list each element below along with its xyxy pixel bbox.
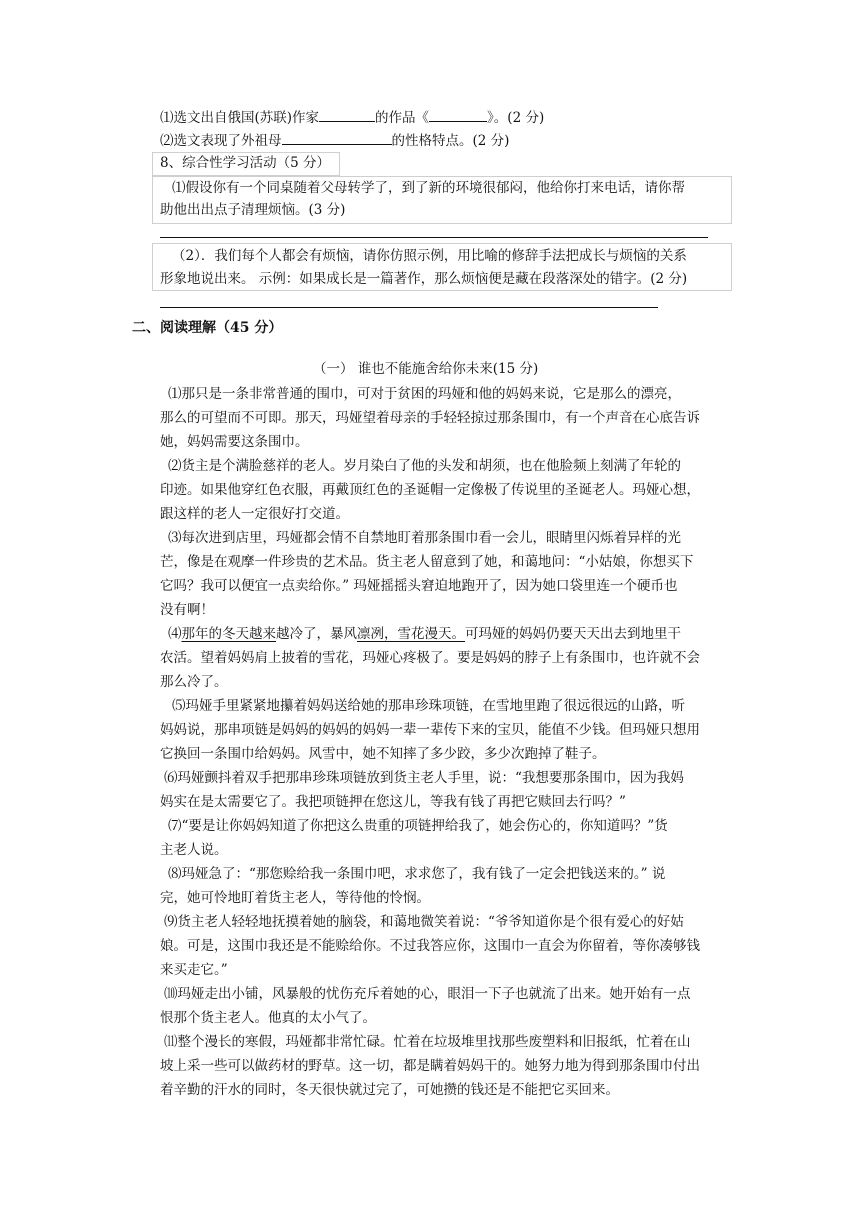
p3-line2: 芒，像是在观摩一件珍贵的艺术品。货主老人留意到了她，和蔼地问：“小姑娘，你想买下 (160, 554, 694, 570)
p1-line2: 那么的可望而不可即。那天，玛娅望着母亲的手轻轻掠过那条围巾，有一个声音在心底告诉 (160, 410, 700, 426)
p7-line2: 主老人说。 (160, 842, 228, 858)
p1-line3: 她，妈妈需要这条围巾。 (160, 434, 309, 450)
p11-line2: 坡上采一些可以做药材的野草。这一切，都是瞒着妈妈干的。她努力地为得到那条围巾付出 (160, 1058, 700, 1074)
p2-line1: ⑵货主是个满脸慈祥的老人。岁月染白了他的头发和胡须，也在他脸频上刻满了年轮的 (168, 458, 681, 474)
q7-item1-text-c: 》。(2 分) (487, 110, 545, 126)
p3-line3: 它吗？我可以便宜一点卖给你。” 玛娅摇摇头窘迫地跑开了，因为她口袋里连一个硬币也 (160, 578, 678, 594)
p1-line1: ⑴那只是一条非常普通的围巾，可对于贫困的玛娅和他的妈妈来说，它是那么的漂亮， (168, 386, 681, 402)
p11-line3: 着辛勤的汗水的同时，冬天很快就过完了，可她攒的钱还是不能把它买回来。 (160, 1082, 619, 1098)
p2-line2: 印迹。如果他穿红色衣服，再戴顶红色的圣诞帽一定像极了传说里的圣诞老人。玛娅心想， (160, 482, 700, 498)
answer-blank-character[interactable] (282, 130, 392, 145)
q8-part1-line1: ⑴假设你有一个同桌随着父母转学了，到了新的环境很郁闷，他给你打来电话，请你帮 (172, 180, 685, 196)
q7-item2-text-b: 的性格特点。(2 分) (391, 133, 510, 149)
q7-item1 (160, 107, 544, 129)
p8-line2: 完，她可怜地盯着货主老人，等待他的怜悯。 (160, 890, 430, 906)
p4-lead-rest: 可玛娅的妈妈仍要天天出去到地里干 (465, 626, 681, 642)
q8-title: 8、综合性学习活动（5 分） (160, 155, 330, 171)
p11-line1: ⑾整个漫长的寒假，玛娅都非常忙碌。忙着在垃圾堆里找那些废塑料和旧报纸，忙着在山 (164, 1034, 691, 1050)
q7-item1-text-b: 的作品《 (375, 110, 430, 126)
q7-item2 (160, 130, 509, 152)
p6-line1: ⑹玛娅颤抖着双手把那串珍珠项链放到货主老人手里，说：“我想要那条围巾，因为我妈 (164, 770, 684, 786)
q8-part2-line2: 形象地说出来。 示例：如果成长是一篇著作，那么烦恼便是藏在段落深处的错字。(2 分) (160, 271, 688, 287)
p9-line2: 娘。可是，这围巾我还是不能赊给你。不过我答应你，这围巾一直会为你留着，等你凑够钱 (160, 938, 700, 954)
p10-line1: ⑽玛娅走出小铺，风暴般的忧伤充斥着她的心，眼泪一下子也就流了出来。她开始有一点 (164, 986, 691, 1002)
p3-line4: 没有啊！ (160, 602, 214, 618)
p4-underlined-phrase-2: 凛冽，雪花漫天。 (357, 626, 465, 642)
p4-underlined-phrase-1: 那年的冬天越来 (181, 626, 276, 642)
p9-line3: 来买走它。” (160, 962, 228, 978)
q8-part2-line1: （2）．我们每个人都会有烦恼，请你仿照示例，用比喻的修辞手法把成长与烦恼的关系 (172, 248, 687, 264)
q7-item1-text-a: ⑴选文出自俄国(苏联)作家 (160, 110, 320, 126)
p10-line2: 恨那个货主老人。他真的太小气了。 (160, 1010, 376, 1026)
section2-title: 二、阅读理解（45 分） (132, 320, 283, 336)
answer-blank-work[interactable] (429, 107, 487, 122)
p2-line3: 跟这样的老人一定很好打交道。 (160, 506, 349, 522)
p4-line2: 农活。望着妈妈肩上披着的雪花，玛娅心疼极了。要是妈妈的脖子上有条围巾，也许就不会 (160, 650, 700, 666)
p8-line1: ⑻玛娅急了：“那您赊给我一条围巾吧，求求您了，我有钱了一定会把钱送来的。” 说 (168, 866, 666, 882)
answer-blank-author[interactable] (319, 107, 375, 122)
p6-line2: 妈实在是太需要它了。我把项链押在您这儿，等我有钱了再把它赎回去行吗？” (160, 794, 626, 810)
p3-line1: ⑶每次进到店里，玛娅都会情不自禁地盯着那条围巾看一会儿，眼睛里闪烁着异样的光 (168, 530, 681, 546)
p4-line1 (168, 623, 743, 645)
p4-line3: 那么冷了。 (160, 674, 228, 690)
q7-item2-text-a: ⑵选文表现了外祖母 (160, 133, 282, 149)
p5-line2: 妈妈说，那串项链是妈妈的妈妈的妈妈一辈一辈传下来的宝贝，能值不少钱。但玛娅只想用 (160, 722, 700, 738)
p4-lead-num: ⑷ (168, 626, 182, 642)
p5-line3: 它换回一条围巾给妈妈。风雪中，她不知摔了多少跤，多少次跑掉了鞋子。 (160, 746, 606, 762)
p5-line1: ⑸玛娅手里紧紧地攥着妈妈送给她的那串珍珠项链，在雪地里跑了很远很远的山路，听 (172, 698, 685, 714)
p4-lead-text: 越冷了，暴风 (276, 626, 357, 642)
q8-part1-line2: 助他出出点子清理烦恼。(3 分) (160, 202, 346, 218)
passage-title: （一） 谁也不能施舍给你未来(15 分) (313, 361, 539, 377)
answer-line-part2[interactable] (160, 307, 658, 308)
answer-line-part1[interactable] (160, 237, 708, 238)
p7-line1: ⑺“要是让你妈妈知道了你把这么贵重的项链押给我了，她会伤心的，你知道吗？”货 (168, 818, 668, 834)
p9-line1: ⑼货主老人轻轻地抚摸着她的脑袋，和蔼地微笑着说：“爷爷知道你是个很有爱心的好姑 (164, 914, 684, 930)
